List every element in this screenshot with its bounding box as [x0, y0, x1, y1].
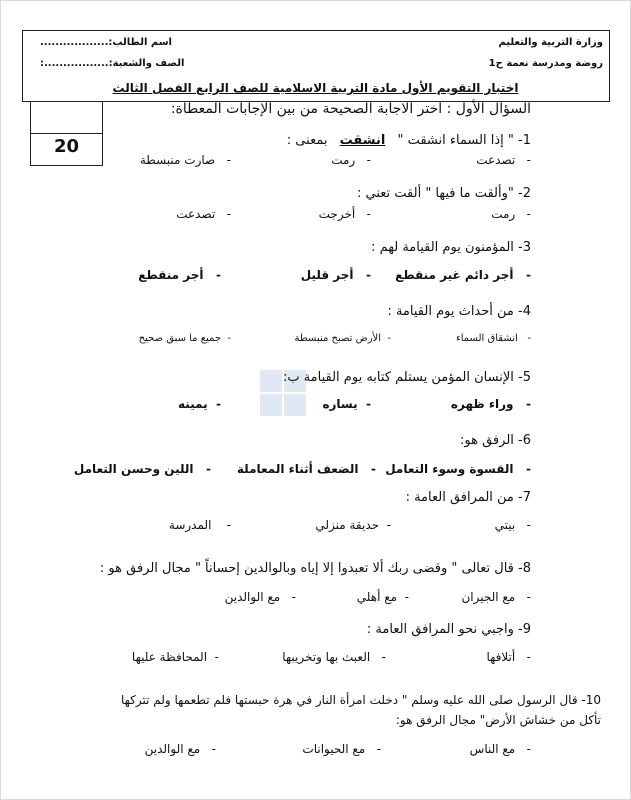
- ministry-label: وزارة التربية والتعليم: [498, 37, 603, 48]
- question-2: 2- "وألقت ما فيها " ألقت تعني :: [356, 186, 531, 201]
- question-10-line-2: تأكل من خشاش الأرض" مجال الرفق هو:: [395, 713, 601, 727]
- q5-option-3[interactable]: - يمينه: [178, 397, 221, 411]
- q9-option-1[interactable]: - أتلافها: [486, 650, 531, 664]
- score-value: 20: [53, 136, 80, 157]
- q2-option-1[interactable]: - رمت: [491, 207, 531, 221]
- q4-option-2[interactable]: - الأرض تصبح منبسطة: [294, 333, 391, 344]
- question-10-line-1: 10- قال الرسول صلى الله عليه وسلم " دخلت امرأة النار في هرة حبستها فلم تطعمها ولم تتركها: [120, 693, 601, 707]
- question-6: 6- الرفق هو:: [460, 433, 531, 448]
- q10-option-3[interactable]: - مع الوالدين: [144, 742, 216, 756]
- q9-option-3[interactable]: - المحافظة عليها: [131, 650, 219, 664]
- q2-option-3[interactable]: - تصدعت: [176, 207, 231, 221]
- q7-option-3[interactable]: - المدرسة: [168, 518, 231, 532]
- q1-option-2[interactable]: - رمت: [331, 153, 371, 167]
- student-name-field: اسم الطالب:..................: [40, 37, 172, 48]
- q7-option-2[interactable]: - حديقة منزلي: [315, 518, 391, 532]
- q3-option-3[interactable]: - أجر منقطع: [138, 268, 221, 282]
- q5-option-1[interactable]: - وراء ظهره: [450, 397, 531, 411]
- q6-option-1[interactable]: - القسوة وسوء التعامل: [385, 462, 531, 476]
- question-9: 9- واجبي نحو المرافق العامة :: [366, 622, 531, 637]
- section-title: السؤال الأول : اختر الاجابة الصحيحة من بين الإجابات المعطاة:: [170, 101, 531, 117]
- q3-option-1[interactable]: - أجر دائم غير منقطع: [395, 268, 531, 282]
- score-box: [30, 101, 103, 166]
- q9-option-2[interactable]: - العبث بها وتخريبها: [282, 650, 386, 664]
- question-7: 7- من المرافق العامة :: [405, 490, 531, 505]
- q3-option-2[interactable]: - أجر قليل: [300, 268, 371, 282]
- exam-title: اختبار التقويم الأول مادة التربية الاسلامية للصف الرابع الفصل الثالث: [112, 81, 519, 95]
- q10-option-2[interactable]: - مع الحيوانات: [302, 742, 381, 756]
- question-3: 3- المؤمنون يوم القيامة لهم :: [371, 240, 531, 255]
- question-1-keyword: انشقت: [339, 133, 386, 148]
- q8-option-3[interactable]: - مع الوالدين: [224, 590, 296, 604]
- q4-option-3[interactable]: - جميع ما سبق صحيح: [138, 333, 231, 344]
- question-1-pre: 1- " إذا السماء انشقت ": [397, 133, 531, 148]
- q1-option-1[interactable]: - تصدعت: [476, 153, 531, 167]
- q8-option-1[interactable]: - مع الجيران: [461, 590, 531, 604]
- q2-option-2[interactable]: - أخرجت: [318, 207, 371, 221]
- q4-option-1[interactable]: - انشقاق السماء: [456, 333, 531, 344]
- q10-option-1[interactable]: - مع الناس: [469, 742, 531, 756]
- school-label: روضة ومدرسة نعمة ح1: [488, 58, 603, 69]
- question-5: 5- الإنسان المؤمن يستلم كتابه يوم القيامة ب:: [282, 370, 531, 385]
- question-1-post: بمعنى :: [286, 133, 328, 148]
- score-divider: [31, 133, 102, 134]
- q1-option-3[interactable]: - صارت منبسطة: [139, 153, 231, 167]
- question-4: 4- من أحداث يوم القيامة :: [387, 304, 531, 319]
- q7-option-1[interactable]: - بيتي: [494, 518, 531, 532]
- q5-option-2[interactable]: - يساره: [322, 397, 371, 411]
- question-1: [287, 133, 531, 148]
- grade-section-field: الصف والشعبة:.................:: [40, 58, 185, 69]
- question-8: 8- قال تعالى " وقضى ربك ألا تعبدوا إلا إياه وبالوالدين إحساناً " مجال الرفق هو :: [99, 561, 531, 576]
- q8-option-2[interactable]: - مع أهلي: [356, 590, 409, 604]
- q6-option-3[interactable]: - اللين وحسن التعامل: [73, 462, 211, 476]
- q6-option-2[interactable]: - الضعف أثناء المعاملة: [236, 462, 376, 476]
